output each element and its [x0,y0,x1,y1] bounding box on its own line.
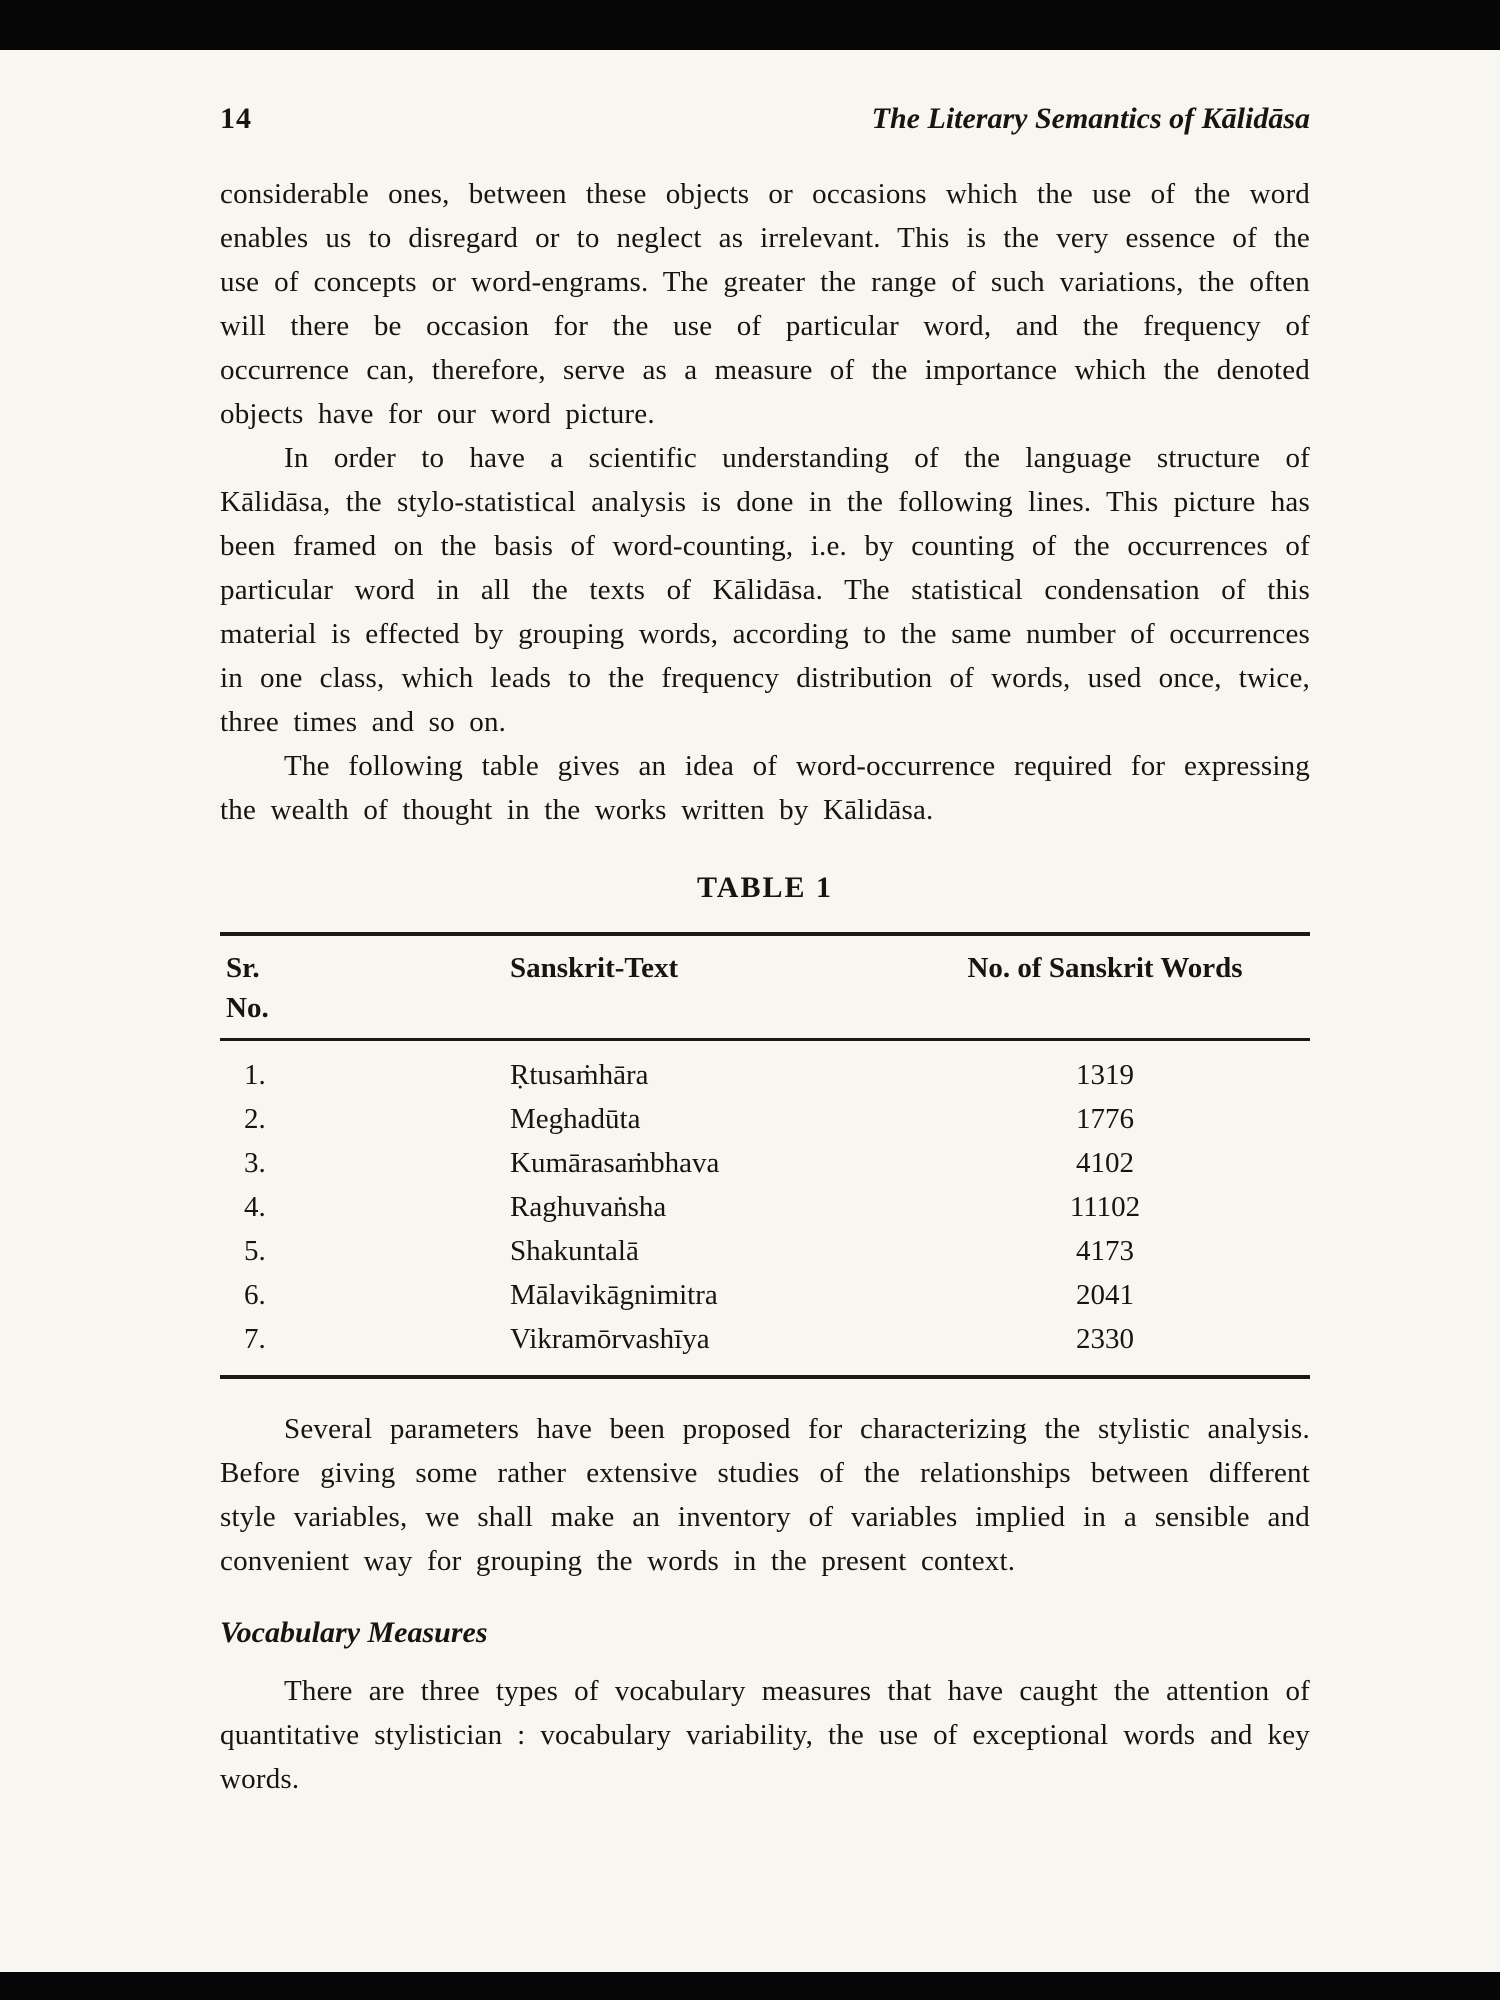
paragraph-2: In order to have a scientific understanding of the language structure of Kālidāsa, the stylo-statistical analysis is done in the following lines. This picture has been framed on the basis of word-counting, i.e. by counting of the occurrences of particular word in all the texts of Kālidāsa. The statistical condensation of this material is effected by grouping words, according to the same number of occurrences in one class, which leads to the frequency distribution of words, used once, twice, three times and so on. [220,442,1310,738]
cell-sanskrit-text: Shakuntalā [510,1235,639,1267]
table-title: TABLE 1 [697,871,833,904]
table-row [220,1229,1310,1273]
cell-sr-no: 7. [244,1323,266,1355]
scan-edge-bottom [0,1972,1500,2000]
cell-word-count: 2041 [1076,1279,1134,1311]
cell-sanskrit-text: Vikramōrvashīya [510,1323,710,1355]
scan-edge-top [0,0,1500,50]
paragraph-3: The following table gives an idea of word-occurrence required for expressing the wealth of thought in the works written by Kālidāsa. [220,750,1310,826]
column-header-sr: Sr. [226,952,260,984]
cell-sanskrit-text: Kumārasaṁbhava [510,1147,720,1179]
table-row [220,1317,1310,1361]
cell-word-count: 2330 [1076,1323,1134,1355]
column-header-word-count: No. of Sanskrit Words [967,952,1243,984]
cell-word-count: 4102 [1076,1147,1134,1179]
table-body [220,1041,1310,1375]
table-row [220,1141,1310,1185]
section-heading: Vocabulary Measures [220,1616,488,1649]
paragraph-4: Several parameters have been proposed for characterizing the stylistic analysis. Before giving some rather extensive studies of the relationships between different style variables, we shall make an inventory of variables implied in a sensible and convenient way for grouping the words in the present context. [220,1413,1310,1577]
cell-sanskrit-text: Ṛtusaṁhāra [510,1059,649,1091]
table-row [220,1273,1310,1317]
cell-sr-no: 1. [244,1059,266,1091]
table-row [220,1097,1310,1141]
table-row [220,1053,1310,1097]
table-row [220,1185,1310,1229]
word-count-table [220,932,1310,1379]
cell-word-count: 1776 [1076,1103,1134,1135]
paragraph-1: considerable ones, between these objects or occasions which the use of the word enables us to disregard or to neglect as irrelevant. This is the very essence of the use of concepts or word-engrams. The greater the range of such variations, the often will there be occasion for the use of particular word, and the frequency of occurrence can, therefore, serve as a measure of the importance which the denoted objects have for our word picture. [220,178,1310,430]
page-header [220,102,1310,146]
running-header: The Literary Semantics of Kālidāsa [871,102,1310,135]
cell-sr-no: 4. [244,1191,266,1223]
column-header-no: No. [226,992,269,1024]
cell-sanskrit-text: Meghadūta [510,1103,641,1135]
cell-word-count: 11102 [1069,1191,1141,1223]
cell-sr-no: 5. [244,1235,266,1267]
column-header-sr-no [220,948,510,1028]
paragraph-5: There are three types of vocabulary measures that have caught the attention of quantitative stylistician : vocabulary variability, the use of exceptional words and key words. [220,1675,1310,1795]
cell-word-count: 4173 [1076,1235,1134,1267]
table-header-row [220,936,1310,1041]
cell-sr-no: 3. [244,1147,266,1179]
cell-sanskrit-text: Mālavikāgnimitra [510,1279,718,1311]
page-number: 14 [220,102,252,135]
cell-sr-no: 2. [244,1103,266,1135]
cell-sr-no: 6. [244,1279,266,1311]
cell-word-count: 1319 [1076,1059,1134,1091]
column-header-sanskrit-text: Sanskrit-Text [510,952,679,984]
cell-sanskrit-text: Raghuvaṅsha [510,1191,667,1223]
